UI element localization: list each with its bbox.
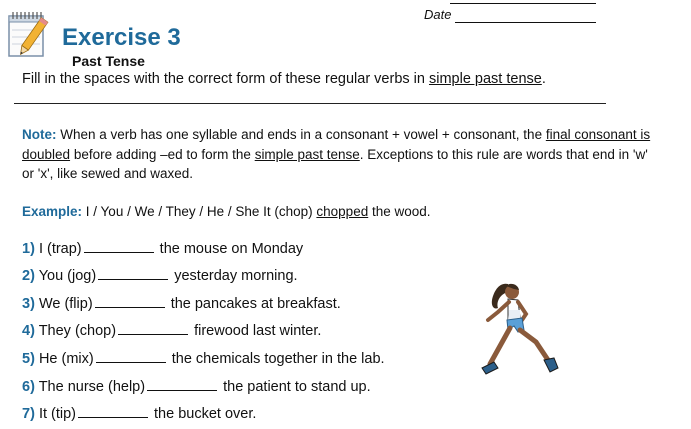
- item-prompt: I (trap): [38, 241, 82, 257]
- note-underlined-2: simple past tense: [254, 146, 360, 162]
- exercise-item: [22, 240, 303, 257]
- name-line: [450, 0, 596, 4]
- item-prompt: The nurse (help): [38, 379, 146, 395]
- instructions-suffix: .: [541, 71, 546, 87]
- item-prompt: He (mix): [38, 351, 94, 367]
- answer-blank[interactable]: [96, 350, 166, 363]
- item-number: 7): [22, 406, 35, 422]
- answer-blank[interactable]: [95, 295, 165, 308]
- note-text-1: When a verb has one syllable and ends in a consonant + vowel + consonant, the: [56, 127, 546, 142]
- divider: [14, 103, 606, 104]
- example-text-1: I / You / We / They / He / She It (chop): [82, 204, 317, 219]
- runner-illustration: [478, 280, 562, 386]
- item-prompt: You (jog): [38, 268, 97, 284]
- page-title: Exercise 3: [62, 24, 181, 51]
- exercise-item: [22, 295, 341, 312]
- item-prompt: They (chop): [38, 323, 117, 339]
- item-prompt: We (flip): [38, 296, 93, 312]
- item-rest: the bucket over.: [154, 406, 257, 422]
- example-label: Example:: [22, 204, 83, 219]
- item-rest: the pancakes at breakfast.: [170, 296, 341, 312]
- exercise-item: [22, 378, 371, 395]
- item-rest: yesterday morning.: [174, 268, 298, 284]
- item-rest: the patient to stand up.: [223, 379, 371, 395]
- item-number: 2): [22, 268, 35, 284]
- item-number: 1): [22, 241, 35, 257]
- note-label: Note:: [22, 127, 57, 142]
- note-text-3: . Exceptions to this rule are words that end in 'w' or 'x', like sewed and waxed.: [22, 146, 648, 181]
- item-rest: the mouse on Monday: [159, 241, 304, 257]
- page-subtitle: Past Tense: [72, 53, 145, 69]
- note-paragraph: [22, 125, 654, 184]
- item-number: 4): [22, 323, 35, 339]
- instructions-keyword: simple past tense: [428, 71, 542, 87]
- instructions-text: Fill in the spaces with the correct form of these regular verbs in: [22, 71, 429, 87]
- answer-blank[interactable]: [78, 405, 148, 418]
- example-answer: chopped: [316, 204, 369, 219]
- answer-blank[interactable]: [118, 322, 188, 335]
- note-text-2: before adding –ed to form the: [70, 146, 255, 162]
- item-prompt: It (tip): [38, 406, 76, 422]
- note-underlined-1: final consonant is doubled: [22, 127, 651, 162]
- answer-blank[interactable]: [147, 378, 217, 391]
- item-number: 6): [22, 379, 35, 395]
- item-rest: the chemicals together in the lab.: [171, 351, 385, 367]
- answer-blank[interactable]: [84, 240, 154, 253]
- item-number: 3): [22, 296, 35, 312]
- exercise-item: [22, 350, 385, 367]
- item-rest: firewood last winter.: [194, 323, 322, 339]
- example-text-2: the wood.: [368, 204, 431, 219]
- date-label: Date: [424, 7, 452, 22]
- instructions: [22, 71, 546, 87]
- date-line[interactable]: [455, 9, 596, 23]
- exercise-item: [22, 405, 256, 422]
- example-line: [22, 204, 431, 219]
- exercise-item: [22, 267, 298, 284]
- item-number: 5): [22, 351, 35, 367]
- exercise-item: [22, 322, 321, 339]
- notepad-pencil-icon: [6, 10, 54, 60]
- answer-blank[interactable]: [98, 267, 168, 280]
